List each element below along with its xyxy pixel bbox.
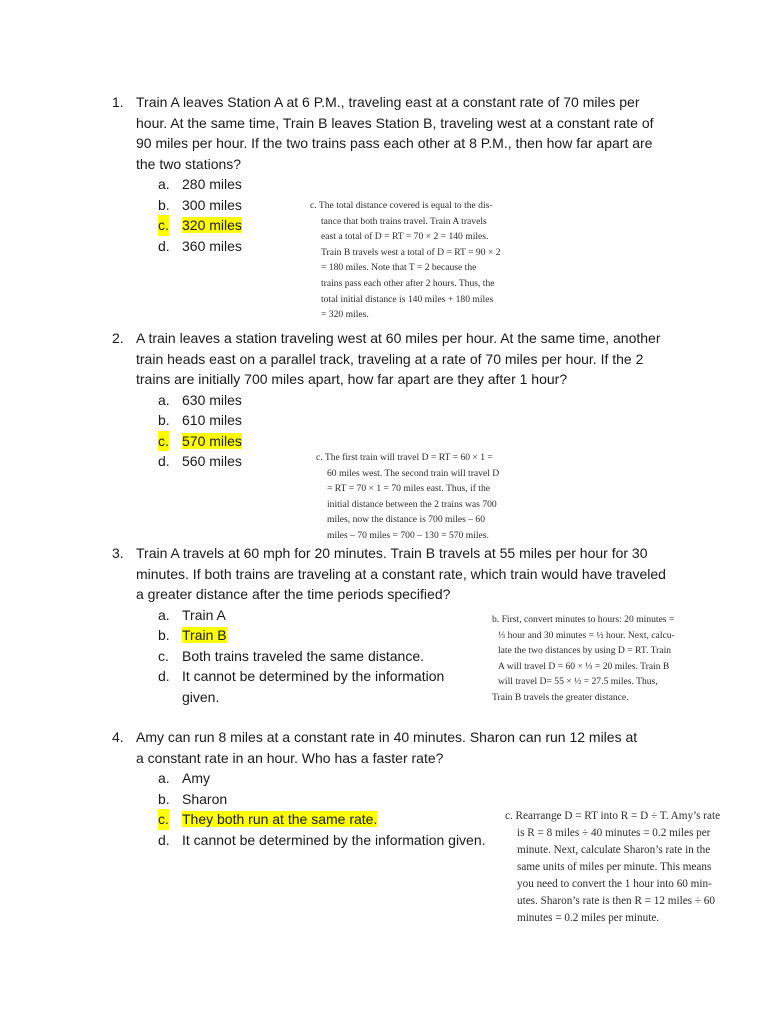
option-letter: d. xyxy=(158,453,170,469)
explanation-line: c. Rearrange D = RT into R = D ÷ T. Amy’s rate xyxy=(505,810,721,822)
explanation-line: ⅓ hour and 30 minutes = ½ hour. Next, calcu- xyxy=(498,629,675,641)
explanation-line: c. The total distance covered is equal to the dis- xyxy=(310,200,493,211)
explanation-line: minutes = 0.2 miles per minute. xyxy=(517,912,660,924)
option-text: Train A xyxy=(182,606,226,623)
question-text: Amy can run 8 miles at a constant rate in 40 minutes. Sharon can run 12 miles at a constant rate in an hour. Who has a faster rate? xyxy=(136,729,638,766)
option-text: Train B xyxy=(182,627,227,643)
explanation-line: Train B travels west a total of D = RT = 90 × 2 xyxy=(321,246,501,258)
explanation-line: late the two distances by using D = RT. Train xyxy=(498,645,672,657)
explanation-line: minute. Next, calculate Sharon’s rate in the xyxy=(517,844,711,856)
option-letter: a. xyxy=(158,176,170,192)
explanation-line: tance that both trains travel. Train A travels xyxy=(321,215,487,227)
explanation-line: A will travel D = 60 × ⅓ = 20 miles. Train B xyxy=(498,660,670,672)
explanation-line: 60 miles west. The second train will travel D xyxy=(327,467,500,479)
option-letter: c. xyxy=(158,647,169,664)
explanation-line: b. First, convert minutes to hours: 20 minutes = xyxy=(492,614,675,625)
explanation-line: c. The first train will travel D = RT = 60 × 1 = xyxy=(316,452,493,463)
explanation-line: = 180 miles. Note that T = 2 because the xyxy=(321,262,477,274)
question-number: 2. xyxy=(112,330,124,346)
explanation-line: east a total of D = RT = 70 × 2 = 140 miles. xyxy=(321,231,489,243)
option-text: It cannot be determined by the information given. xyxy=(182,668,445,705)
explanation-2 xyxy=(316,450,499,544)
explanation-line: Train B travels the greater distance. xyxy=(492,691,629,703)
explanation-4 xyxy=(505,808,720,927)
question-number: 4. xyxy=(112,729,124,745)
option-letter: c. xyxy=(158,431,169,452)
question-text: Train A leaves Station A at 6 P.M., traveling east at a constant rate of 70 miles per hour. At the same time, Train B leaves Station B, traveling west at a constant rate of 90 miles per hour. If the two trains pass each other at 8 P.M., then how far apart are the two stations? xyxy=(136,94,654,172)
explanation-line: will travel D= 55 × ½ = 27.5 miles. Thus, xyxy=(498,676,658,688)
option-b xyxy=(158,410,672,431)
explanation-line: trains pass each other after 2 hours. Thus, the xyxy=(321,277,495,289)
option-letter: b. xyxy=(158,196,170,213)
option-text: Amy xyxy=(182,770,210,786)
option-letter: d. xyxy=(158,831,170,848)
option-d xyxy=(158,666,452,707)
option-text: 610 miles xyxy=(182,412,242,428)
explanation-line: utes. Sharon’s rate is then R = 12 miles ÷ 60 xyxy=(517,895,715,907)
option-text: They both run at the same rate. xyxy=(182,811,378,827)
option-letter: b. xyxy=(158,790,170,807)
option-c-correct xyxy=(158,431,672,452)
explanation-line: miles, now the distance is 700 miles – 60 xyxy=(327,514,486,526)
explanation-line: miles – 70 miles = 700 – 130 = 570 miles. xyxy=(327,529,489,541)
explanation-line: = 320 miles. xyxy=(321,309,369,321)
option-letter: d. xyxy=(158,668,170,684)
explanation-line: same units of miles per minute. This means xyxy=(517,861,712,873)
option-text: 300 miles xyxy=(182,196,242,213)
option-a xyxy=(158,768,672,789)
question-text: Train A travels at 60 mph for 20 minutes. Train B travels at 55 miles per hour for 30 minutes. If both trains are traveling at a constant rate, which train would have traveled a greater distance after the time periods specified? xyxy=(136,545,666,602)
explanation-line: you need to convert the 1 hour into 60 min- xyxy=(517,878,712,890)
explanation-line: initial distance between the 2 trains was 700 xyxy=(327,498,497,510)
option-letter: c. xyxy=(158,809,169,830)
option-letter: b. xyxy=(158,627,170,643)
explanation-line: = RT = 70 × 1 = 70 miles east. Thus, if the xyxy=(327,483,491,495)
option-text: 570 miles xyxy=(182,432,242,449)
option-letter: d. xyxy=(158,237,170,254)
option-text: 560 miles xyxy=(182,453,242,469)
explanation-line: is R = 8 miles ÷ 40 minutes = 0.2 miles per xyxy=(517,827,711,839)
option-letter: a. xyxy=(158,391,170,408)
option-b xyxy=(158,789,672,810)
option-text: Both trains traveled the same distance. xyxy=(182,647,425,664)
option-letter: c. xyxy=(158,215,169,236)
option-letter: a. xyxy=(158,606,170,623)
option-a xyxy=(158,174,672,195)
question-text: A train leaves a station traveling west at 60 miles per hour. At the same time, another train heads east on a parallel track, traveling at a rate of 70 miles per hour. If the 2 trains are initially 700 miles apart, how far apart are they after 1 hour? xyxy=(136,330,661,387)
option-a xyxy=(158,390,672,411)
option-text: It cannot be determined by the information given. xyxy=(182,831,486,848)
option-letter: b. xyxy=(158,412,170,428)
option-text: Sharon xyxy=(182,790,228,807)
explanation-1 xyxy=(310,198,501,323)
explanation-3 xyxy=(492,612,675,706)
option-text: 360 miles xyxy=(182,237,242,254)
option-letter: a. xyxy=(158,770,170,786)
question-number: 1. xyxy=(112,94,124,110)
option-text: 280 miles xyxy=(182,176,242,192)
explanation-line: total initial distance is 140 miles + 180 miles xyxy=(321,293,494,305)
option-text: 320 miles xyxy=(182,217,242,233)
question-number: 3. xyxy=(112,545,124,561)
option-text: 630 miles xyxy=(182,391,242,408)
